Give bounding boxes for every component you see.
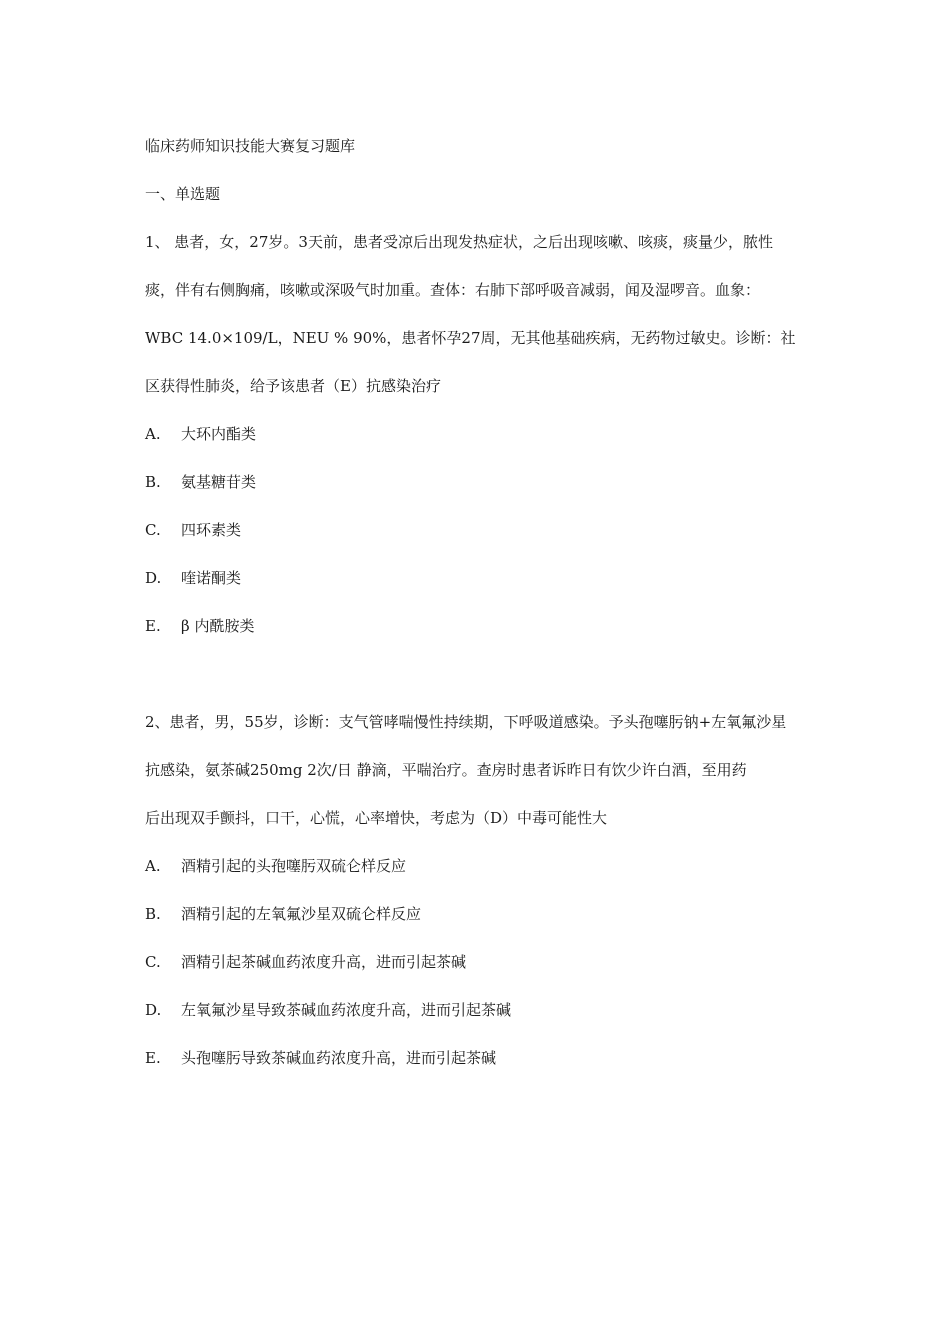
option-letter: A. bbox=[145, 857, 161, 875]
option-text: 酒精引起的头孢噻肟双硫仑样反应 bbox=[181, 857, 407, 875]
section-heading: 一、单选题 bbox=[145, 185, 221, 203]
option-letter: C. bbox=[145, 521, 161, 539]
option-text: 酒精引起的左氧氟沙星双硫仑样反应 bbox=[181, 905, 422, 923]
question-spacer bbox=[145, 650, 810, 698]
question-1-line-1: 1、 患者，女，27岁。3天前，患者受凉后出现发热症状，之后出现咳嗽、咳痰，痰量少，脓性 bbox=[145, 233, 773, 251]
question-2-option-a bbox=[145, 842, 810, 890]
question-1-line-2: 痰，伴有右侧胸痛，咳嗽或深吸气时加重。查体：右肺下部呼吸音减弱，闻及湿啰音。血象： bbox=[145, 281, 761, 299]
option-text: 酒精引起茶碱血药浓度升高，进而引起茶碱 bbox=[181, 953, 467, 971]
question-2-line-2: 抗感染，氨茶碱250mg 2次/日 静滴，平喘治疗。查房时患者诉昨日有饮少许白酒，至用药 bbox=[145, 761, 747, 779]
option-text: 左氧氟沙星导致茶碱血药浓度升高，进而引起茶碱 bbox=[181, 1001, 512, 1019]
question-2-option-e bbox=[145, 1034, 810, 1082]
option-text: 喹诺酮类 bbox=[181, 569, 242, 587]
option-letter: E. bbox=[145, 617, 161, 635]
option-text: 四环素类 bbox=[181, 521, 242, 539]
question-2-option-b bbox=[145, 890, 810, 938]
question-2-option-c bbox=[145, 938, 810, 986]
option-letter: B. bbox=[145, 473, 161, 491]
question-2 bbox=[145, 698, 810, 1082]
option-text: 大环内酯类 bbox=[181, 425, 257, 443]
question-1 bbox=[145, 218, 810, 650]
question-1-option-d bbox=[145, 554, 810, 602]
question-1-option-c bbox=[145, 506, 810, 554]
question-1-line-3: WBC 14.0×109/L，NEU % 90%，患者怀孕27周，无其他基础疾病，无药物过敏史。诊断：社 bbox=[145, 329, 796, 347]
document-title: 临床药师知识技能大赛复习题库 bbox=[145, 137, 356, 155]
question-2-line-1: 2、患者，男，55岁，诊断：支气管哮喘慢性持续期，下呼吸道感染。予头孢噻肟钠+左氧氟沙星 bbox=[145, 713, 787, 731]
option-text: 氨基糖苷类 bbox=[181, 473, 257, 491]
question-1-option-e bbox=[145, 602, 810, 650]
option-letter: A. bbox=[145, 425, 161, 443]
option-letter: C. bbox=[145, 953, 161, 971]
question-2-option-d bbox=[145, 986, 810, 1034]
question-2-line-3: 后出现双手颤抖，口干，心慌，心率增快，考虑为（D）中毒可能性大 bbox=[145, 809, 608, 827]
option-letter: D. bbox=[145, 569, 162, 587]
question-1-option-a bbox=[145, 410, 810, 458]
option-letter: B. bbox=[145, 905, 161, 923]
question-1-line-4: 区获得性肺炎，给予该患者（E）抗感染治疗 bbox=[145, 377, 441, 395]
option-letter: E. bbox=[145, 1049, 161, 1067]
option-text: β 内酰胺类 bbox=[181, 617, 255, 635]
document-content bbox=[145, 122, 810, 1082]
option-text: 头孢噻肟导致茶碱血药浓度升高，进而引起茶碱 bbox=[181, 1049, 497, 1067]
question-1-option-b bbox=[145, 458, 810, 506]
option-letter: D. bbox=[145, 1001, 162, 1019]
